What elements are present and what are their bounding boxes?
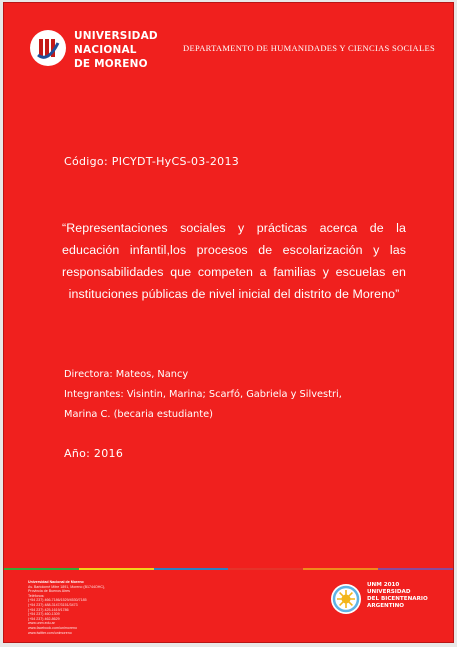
bicentenario-line: UNM 2010 xyxy=(367,582,400,588)
project-year: Año: 2016 xyxy=(64,447,124,460)
members-line: Integrantes: Visintin, Marina; Scarfó, Gabriela y Silvestri, xyxy=(64,389,342,400)
address-line: (+54 237) 460-1309 xyxy=(28,612,60,617)
address-line: Universidad Nacional de Moreno xyxy=(28,580,84,584)
band-segment xyxy=(228,568,303,570)
department-name: DEPARTAMENTO DE HUMANIDADES Y CIENCIAS SOCIALES xyxy=(183,43,435,53)
address-line: www.unm.edu.ar xyxy=(28,621,55,626)
director-line: Directora: Mateos, Nancy xyxy=(64,369,189,380)
band-segment xyxy=(154,568,229,570)
members-line: Marina C. (becaria estudiante) xyxy=(64,409,213,420)
bicentenario-line: DEL BICENTENARIO xyxy=(367,596,428,602)
address-line: Provincia de Buenos Aires xyxy=(28,589,70,594)
address-line: www.twitter.com/unimoreno xyxy=(28,630,72,635)
band-segment xyxy=(378,568,453,570)
document-page xyxy=(3,2,454,643)
project-code: Código: PICYDT-HyCS-03-2013 xyxy=(64,155,240,168)
university-name xyxy=(74,29,158,71)
project-team xyxy=(64,365,409,425)
university-name-line: NACIONAL xyxy=(74,44,137,56)
color-band xyxy=(4,568,453,570)
address-line: Teléfonos: xyxy=(28,593,45,598)
address-line: www.facebook.com/unimoreno xyxy=(28,625,77,630)
band-segment xyxy=(4,568,79,570)
address-line: (+54 237) 466-7186/1529/4530/7185 xyxy=(28,598,87,603)
address-line: (+54 237) 462-8629 xyxy=(28,616,60,621)
unm-logo-icon xyxy=(30,30,66,66)
bicentenario-label xyxy=(367,582,428,610)
address-line: (+54 237) 488-3147/3151/3473 xyxy=(28,602,78,607)
bicentenario-line: ARGENTINO xyxy=(367,603,405,609)
bicentenario-line: UNIVERSIDAD xyxy=(367,589,411,595)
sun-emblem-icon xyxy=(330,583,362,615)
band-segment xyxy=(303,568,378,570)
university-name-line: DE MORENO xyxy=(74,58,148,70)
university-name-line: UNIVERSIDAD xyxy=(74,30,158,42)
address-line: (+54 237) 425-1619/1786 xyxy=(28,607,69,612)
project-title: “Representaciones sociales y prácticas acerca de la educación infantil,los procesos de escolarización y las responsabilidades que competen a familias y escuelas en instituciones públicas de nivel inicial del distrito de Moreno” xyxy=(62,221,406,301)
band-segment xyxy=(79,568,154,570)
contact-address xyxy=(28,580,105,635)
address-line: Av. Bartolomé Mitre 1891, Moreno (B1744OHC), xyxy=(28,584,106,589)
